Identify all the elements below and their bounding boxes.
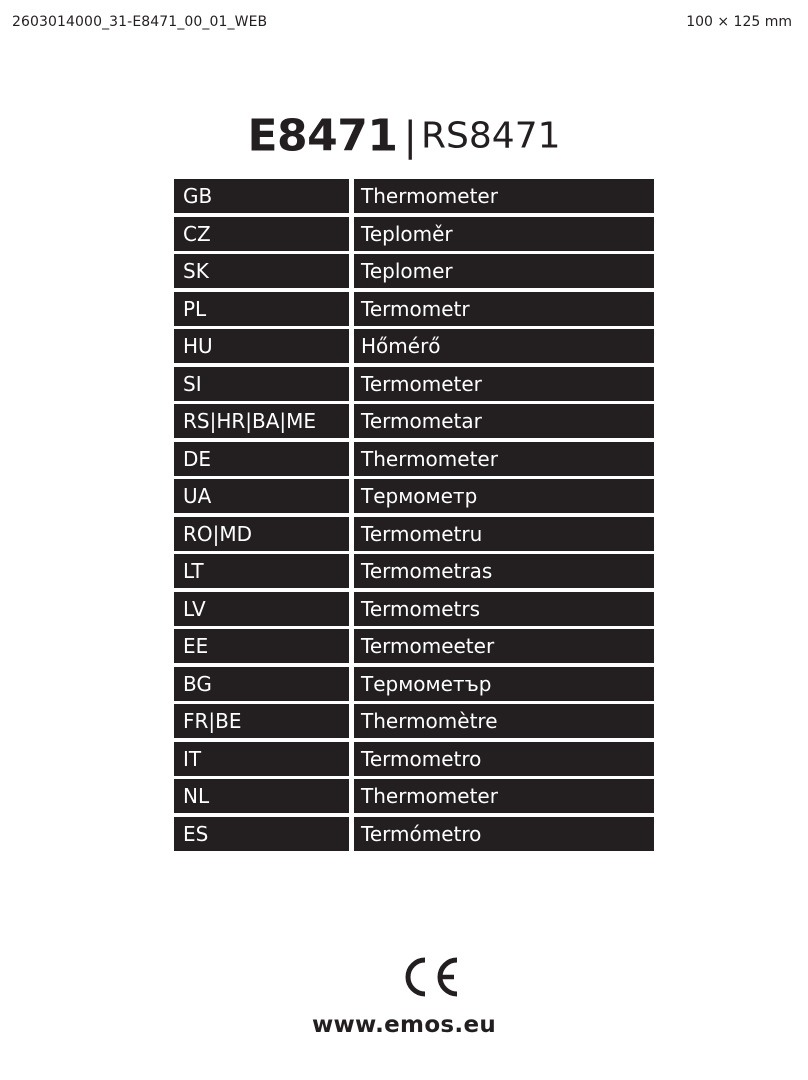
- language-row: [174, 517, 654, 551]
- product-title: [0, 108, 808, 165]
- language-code: GB: [174, 179, 349, 213]
- language-row: [174, 217, 654, 251]
- language-code: LT: [174, 554, 349, 588]
- language-code: IT: [174, 742, 349, 776]
- product-name-translation: Teploměr: [354, 217, 654, 251]
- product-name-translation: Teplomer: [354, 254, 654, 288]
- language-code: DE: [174, 442, 349, 476]
- language-code: ES: [174, 817, 349, 851]
- product-name-translation: Termomeeter: [354, 629, 654, 663]
- language-code: FR|BE: [174, 704, 349, 738]
- language-code: HU: [174, 329, 349, 363]
- language-row: [174, 367, 654, 401]
- model-number: E8471: [247, 110, 398, 162]
- product-name-translation: Thermometer: [354, 442, 654, 476]
- product-name-translation: Termometer: [354, 367, 654, 401]
- language-row: [174, 817, 654, 851]
- language-row: [174, 742, 654, 776]
- language-row: [174, 667, 654, 701]
- product-name-translation: Thermometer: [354, 179, 654, 213]
- language-code: SK: [174, 254, 349, 288]
- language-row: [174, 629, 654, 663]
- product-name-translation: Термометр: [354, 479, 654, 513]
- language-row: [174, 592, 654, 626]
- language-code: UA: [174, 479, 349, 513]
- language-row: [174, 254, 654, 288]
- language-row: [174, 329, 654, 363]
- product-name-translation: Термометър: [354, 667, 654, 701]
- language-code: CZ: [174, 217, 349, 251]
- language-code: RS|HR|BA|ME: [174, 404, 349, 438]
- product-name-translation: Thermometer: [354, 779, 654, 813]
- language-code: LV: [174, 592, 349, 626]
- language-code: BG: [174, 667, 349, 701]
- language-code: PL: [174, 292, 349, 326]
- language-row: [174, 779, 654, 813]
- product-name-translation: Hőmérő: [354, 329, 654, 363]
- title-separator: |: [403, 113, 418, 160]
- product-name-translation: Termometr: [354, 292, 654, 326]
- page-size: 100 × 125 mm: [686, 14, 792, 30]
- language-code: RO|MD: [174, 517, 349, 551]
- product-name-translation: Thermomètre: [354, 704, 654, 738]
- language-table: [174, 179, 654, 854]
- language-code: NL: [174, 779, 349, 813]
- product-name-translation: Termometru: [354, 517, 654, 551]
- language-code: EE: [174, 629, 349, 663]
- language-row: [174, 442, 654, 476]
- document-id: 2603014000_31-E8471_00_01_WEB: [12, 14, 268, 30]
- product-name-translation: Termometar: [354, 404, 654, 438]
- product-name-translation: Termómetro: [354, 817, 654, 851]
- language-code: SI: [174, 367, 349, 401]
- language-row: [174, 704, 654, 738]
- language-row: [174, 404, 654, 438]
- product-name-translation: Termometrs: [354, 592, 654, 626]
- product-name-translation: Termometro: [354, 742, 654, 776]
- language-row: [174, 292, 654, 326]
- ce-mark-icon: [399, 955, 461, 999]
- product-name-translation: Termometras: [354, 554, 654, 588]
- language-row: [174, 179, 654, 213]
- website-url: www.emos.eu: [311, 1012, 497, 1038]
- language-row: [174, 554, 654, 588]
- alt-model-number: RS8471: [421, 115, 561, 157]
- language-row: [174, 479, 654, 513]
